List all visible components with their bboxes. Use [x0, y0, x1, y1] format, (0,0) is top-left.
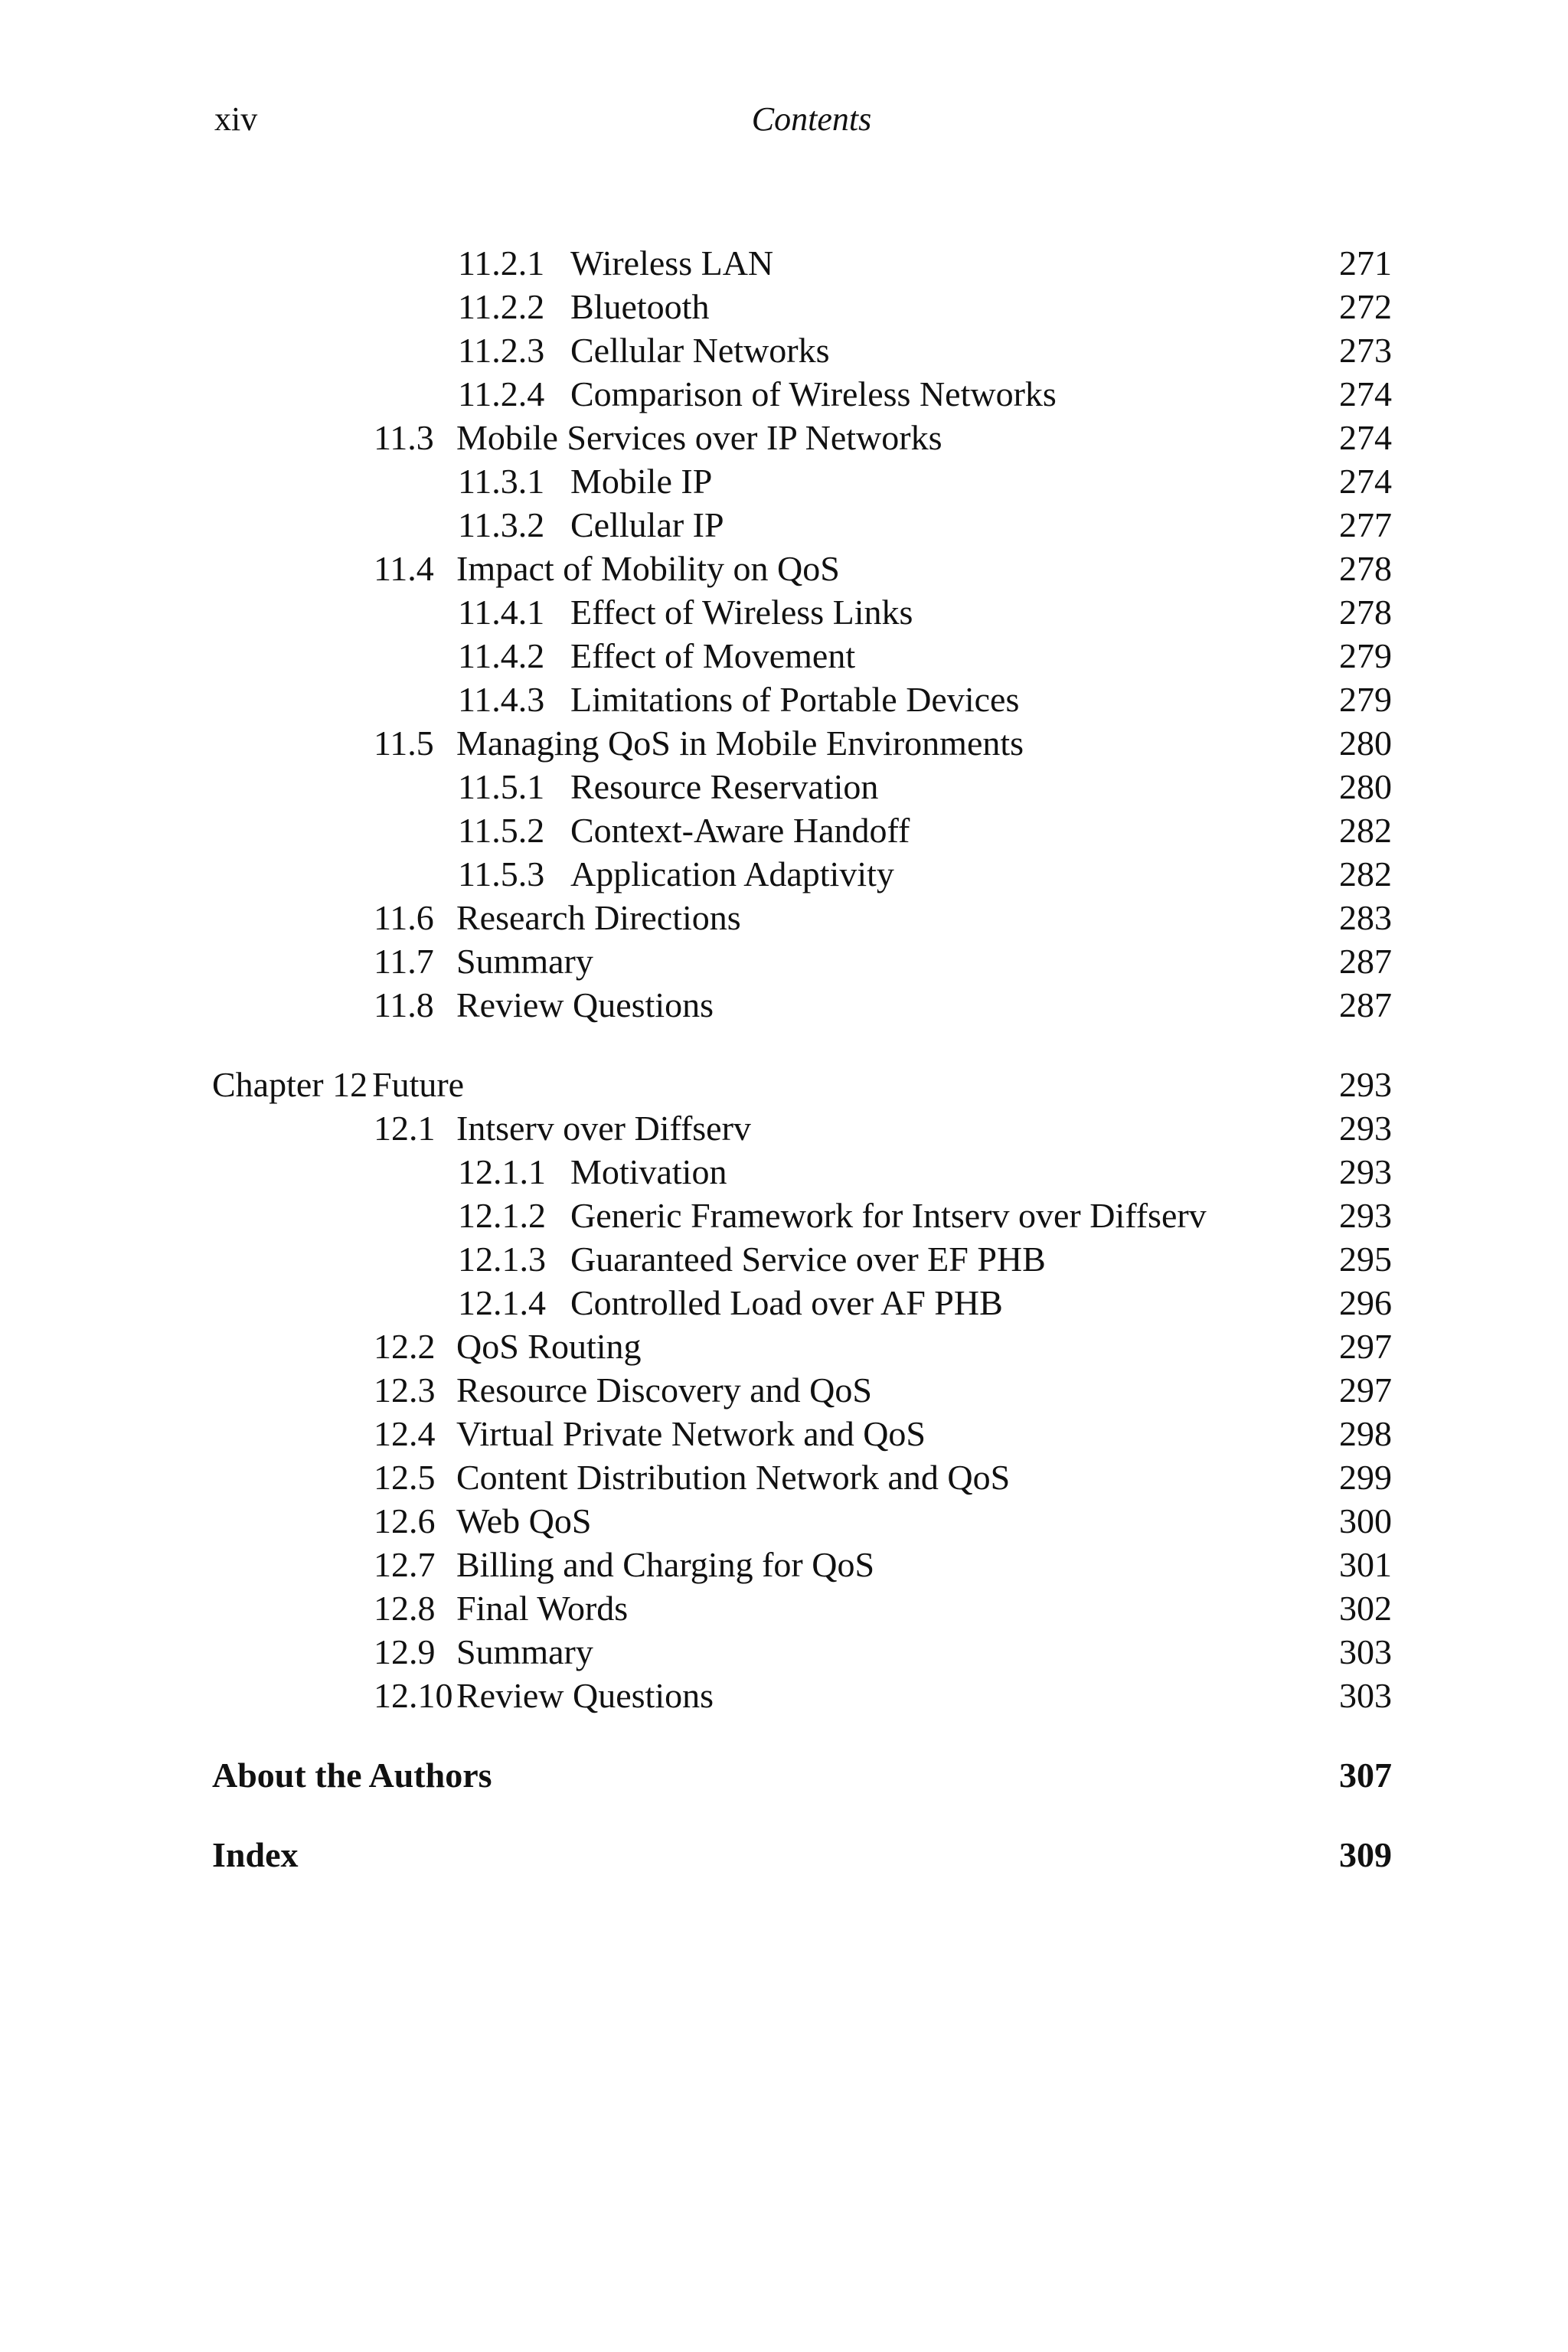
toc-entry-number: 12.5: [374, 1458, 436, 1497]
toc-entry[interactable]: [0, 1455, 1568, 1499]
toc-entry-page: 280: [1339, 724, 1392, 763]
toc-entry-page: 279: [1339, 636, 1392, 675]
toc-entry-page: 298: [1339, 1414, 1392, 1453]
toc-entry-number: 11.2.4: [458, 374, 545, 413]
toc-entry-page: 302: [1339, 1589, 1392, 1628]
toc-entry-title: Cellular IP: [570, 505, 724, 544]
toc-entry-title: Bluetooth: [570, 287, 710, 326]
toc-entry[interactable]: [0, 1194, 1568, 1237]
toc-entry-title: Wireless LAN: [570, 243, 774, 283]
toc-entry-title: Web QoS: [456, 1501, 592, 1540]
toc-entry-number: 11.4.2: [458, 636, 545, 675]
toc-entry-page: 296: [1339, 1283, 1392, 1322]
toc-entry-number: 11.3.2: [458, 505, 545, 544]
toc-entry[interactable]: [0, 459, 1568, 503]
toc-entry-number: 11.7: [374, 942, 434, 981]
toc-entry-title: Managing QoS in Mobile Environments: [456, 724, 1024, 763]
toc-entry-page: 301: [1339, 1545, 1392, 1584]
running-head: Contents: [751, 100, 872, 138]
toc-entry-number: 11.3: [374, 418, 434, 457]
toc-entry-page: 293: [1339, 1152, 1392, 1191]
toc-entry[interactable]: [0, 590, 1568, 634]
toc-entry-page: 300: [1339, 1501, 1392, 1540]
toc-entry[interactable]: [0, 1368, 1568, 1412]
toc-entry-title: Motivation: [570, 1152, 727, 1191]
toc-entry-page: 303: [1339, 1676, 1392, 1715]
toc-entry-number: 11.3.1: [458, 462, 545, 501]
toc-entry-title: Cellular Networks: [570, 331, 830, 370]
toc-entry[interactable]: [0, 939, 1568, 983]
toc-entry-title: Future: [372, 1065, 465, 1104]
toc-entry-page: 282: [1339, 811, 1392, 850]
table-of-contents: [0, 241, 1568, 1877]
toc-entry-title: QoS Routing: [456, 1327, 642, 1366]
toc-entry-page: 297: [1339, 1327, 1392, 1366]
toc-entry-title: Final Words: [456, 1589, 629, 1628]
toc-entry-page: 273: [1339, 331, 1392, 370]
toc-entry-page: 293: [1339, 1065, 1392, 1104]
toc-entry-title: Effect of Wireless Links: [570, 593, 913, 632]
toc-entry[interactable]: [0, 1543, 1568, 1586]
toc-entry-title: Mobile Services over IP Networks: [456, 418, 942, 457]
toc-entry-title: Billing and Charging for QoS: [456, 1545, 875, 1584]
toc-entry[interactable]: [0, 634, 1568, 678]
toc-entry-number: 11.5.3: [458, 854, 545, 893]
toc-entry-title: Effect of Movement: [570, 636, 856, 675]
toc-entry-number: 11.4: [374, 549, 434, 588]
toc-entry[interactable]: [0, 503, 1568, 547]
toc-entry-title: Summary: [456, 1632, 593, 1671]
toc-entry-page: 299: [1339, 1458, 1392, 1497]
toc-entry-title: Comparison of Wireless Networks: [570, 374, 1057, 413]
toc-entry-number: 11.2.2: [458, 287, 545, 326]
toc-entry-number: 11.2.1: [458, 243, 545, 283]
toc-entry-title: Generic Framework for Intserv over Diffserv: [570, 1196, 1207, 1235]
toc-entry[interactable]: [0, 1325, 1568, 1368]
toc-entry-number: 12.7: [374, 1545, 436, 1584]
toc-entry[interactable]: [0, 852, 1568, 896]
toc-entry-number: 11.4.1: [458, 593, 545, 632]
toc-entry-page: 303: [1339, 1632, 1392, 1671]
toc-entry-number: 12.6: [374, 1501, 436, 1540]
toc-entry-page: 274: [1339, 418, 1392, 457]
toc-entry-number: 11.6: [374, 898, 434, 937]
toc-entry-number: 12.9: [374, 1632, 436, 1671]
toc-entry-page: 277: [1339, 505, 1392, 544]
toc-entry-number: 12.1.3: [458, 1240, 546, 1279]
toc-entry-page: 307: [1339, 1756, 1392, 1795]
toc-entry-page: 274: [1339, 462, 1392, 501]
toc-entry[interactable]: [0, 1106, 1568, 1150]
toc-entry-number: 12.2: [374, 1327, 436, 1366]
page-number: xiv: [214, 100, 258, 138]
toc-entry[interactable]: [0, 1833, 1568, 1877]
toc-entry-title: Virtual Private Network and QoS: [456, 1414, 926, 1453]
toc-entry-page: 287: [1339, 985, 1392, 1024]
toc-entry-page: 283: [1339, 898, 1392, 937]
toc-entry-title: Research Directions: [456, 898, 741, 937]
toc-entry-page: 279: [1339, 680, 1392, 719]
toc-entry-number: 12.4: [374, 1414, 436, 1453]
toc-entry-number: 12.1: [374, 1109, 436, 1148]
toc-entry[interactable]: [0, 721, 1568, 765]
toc-entry-title: Review Questions: [456, 1676, 714, 1715]
toc-entry[interactable]: [0, 416, 1568, 459]
toc-entry-number: 12.10: [374, 1676, 453, 1715]
toc-entry-page: 280: [1339, 767, 1392, 806]
toc-entry-number: 11.2.3: [458, 331, 545, 370]
toc-entry[interactable]: [0, 983, 1568, 1027]
toc-entry[interactable]: [0, 1150, 1568, 1194]
toc-entry[interactable]: [0, 678, 1568, 721]
toc-entry-title: Controlled Load over AF PHB: [570, 1283, 1003, 1322]
toc-entry-page: 295: [1339, 1240, 1392, 1279]
toc-entry[interactable]: [0, 328, 1568, 372]
toc-entry-title: Context-Aware Handoff: [570, 811, 910, 850]
toc-entry[interactable]: [0, 765, 1568, 808]
toc-entry-title: Review Questions: [456, 985, 714, 1024]
toc-entry-number: 11.5.1: [458, 767, 545, 806]
toc-entry-page: 272: [1339, 287, 1392, 326]
toc-entry-number: 11.5: [374, 724, 434, 763]
toc-entry-page: 297: [1339, 1370, 1392, 1410]
toc-entry-title: Index: [212, 1835, 299, 1874]
toc-entry-title: Resource Reservation: [570, 767, 879, 806]
toc-entry-number: 12.1.1: [458, 1152, 546, 1191]
toc-entry[interactable]: [0, 1412, 1568, 1455]
toc-entry[interactable]: [0, 1753, 1568, 1797]
toc-entry-page: 274: [1339, 374, 1392, 413]
toc-spacer: [0, 1027, 1568, 1063]
toc-entry-page: 287: [1339, 942, 1392, 981]
toc-entry[interactable]: [0, 241, 1568, 285]
toc-entry[interactable]: [0, 285, 1568, 328]
toc-entry-number: 12.3: [374, 1370, 436, 1410]
toc-entry-title: Guaranteed Service over EF PHB: [570, 1240, 1046, 1279]
toc-entry-number: 12.8: [374, 1589, 436, 1628]
toc-entry[interactable]: [0, 1063, 1568, 1106]
toc-entry-number: 11.8: [374, 985, 434, 1024]
toc-entry-page: 293: [1339, 1109, 1392, 1148]
toc-spacer: [0, 1717, 1568, 1753]
toc-entry-title: Content Distribution Network and QoS: [456, 1458, 1011, 1497]
toc-entry[interactable]: [0, 808, 1568, 852]
toc-entry-number: Chapter 12: [212, 1065, 368, 1104]
toc-entry-title: Impact of Mobility on QoS: [456, 549, 840, 588]
toc-entry[interactable]: [0, 372, 1568, 416]
toc-entry-title: Mobile IP: [570, 462, 713, 501]
toc-entry[interactable]: [0, 1281, 1568, 1325]
toc-entry[interactable]: [0, 547, 1568, 590]
toc-entry-number: 11.5.2: [458, 811, 545, 850]
toc-entry-page: 271: [1339, 243, 1392, 283]
toc-entry-title: About the Authors: [212, 1756, 492, 1795]
toc-entry[interactable]: [0, 1586, 1568, 1630]
toc-entry[interactable]: [0, 1630, 1568, 1674]
toc-entry-title: Application Adaptivity: [570, 854, 894, 893]
toc-entry-page: 278: [1339, 593, 1392, 632]
toc-entry-page: 293: [1339, 1196, 1392, 1235]
toc-entry-title: Resource Discovery and QoS: [456, 1370, 872, 1410]
toc-entry-page: 309: [1339, 1835, 1392, 1874]
toc-entry-title: Summary: [456, 942, 593, 981]
toc-entry[interactable]: [0, 1499, 1568, 1543]
toc-entry[interactable]: [0, 896, 1568, 939]
toc-entry-page: 278: [1339, 549, 1392, 588]
toc-entry-title: Limitations of Portable Devices: [570, 680, 1020, 719]
toc-entry-number: 11.4.3: [458, 680, 545, 719]
toc-entry[interactable]: [0, 1237, 1568, 1281]
toc-entry-number: 12.1.2: [458, 1196, 546, 1235]
toc-entry-number: 12.1.4: [458, 1283, 546, 1322]
toc-entry-page: 282: [1339, 854, 1392, 893]
toc-entry-title: Intserv over Diffserv: [456, 1109, 751, 1148]
toc-spacer: [0, 1797, 1568, 1833]
toc-entry[interactable]: [0, 1674, 1568, 1717]
